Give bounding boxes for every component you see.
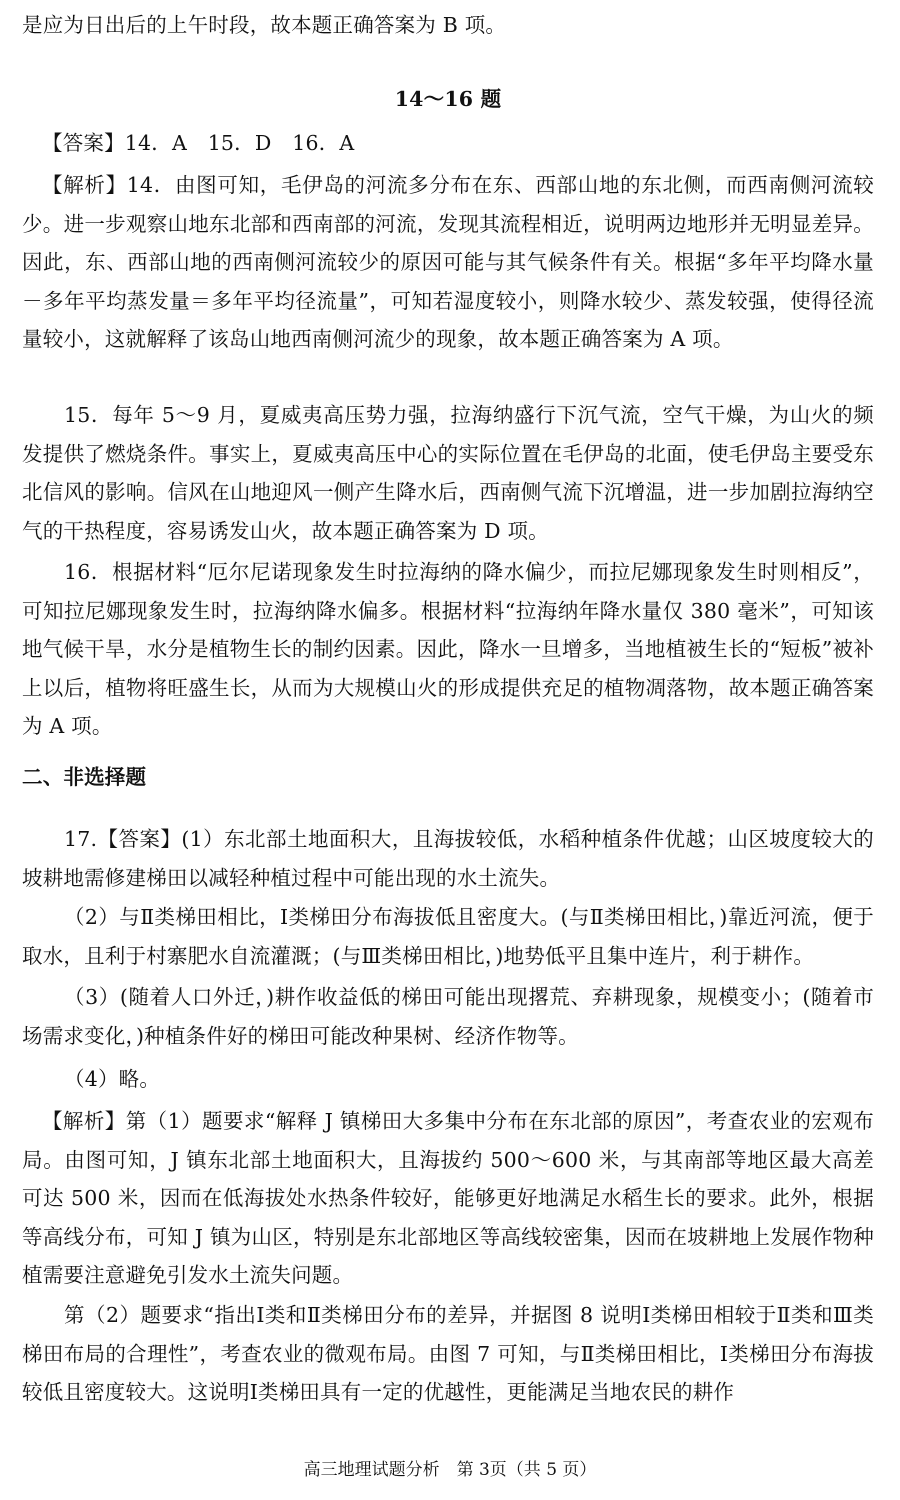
answer-line: 【答案】14．A 15．D 16．A (42, 131, 355, 155)
q17-answer-part-4: （4）略。 (64, 1067, 161, 1091)
section-heading-14-16: 14～16 题 (394, 87, 502, 111)
analysis-q14: 【解析】14．由图可知，毛伊岛的河流多分布在东、西部山地的东北侧，而西南侧河流较少。进一步观察山地东北部和西南部的河流，发现其流程相近，说明两边地形并无明显差异。因此，东、西部山地的西南侧河流较少的原因可能与其气候条件有关。根据“多年平均降水量－多年平均蒸发量＝多年平均径流量”，可知若湿度较小，则降水较少、蒸发较强，使得径流量较小，这就解释了该岛山地西南侧河流少的现象，故本题正确答案为 A 项。 (22, 173, 874, 351)
q17-analysis-part-2: 第（2）题要求“指出Ⅰ类和Ⅱ类梯田分布的差异，并据图 8 说明Ⅰ类梯田相较于Ⅱ类和Ⅲ类梯田布局的合理性”，考查农业的微观布局。由图 7 可知，与Ⅱ类梯田相比，Ⅰ类梯田分布海拔较低且密度较大。这说明Ⅰ类梯田具有一定的优越性，更能满足当地农民的耕作 (22, 1303, 874, 1404)
q17-analysis-part-1: 【解析】第（1）题要求“解释 J 镇梯田大多集中分布在东北部的原因”，考查农业的宏观布局。由图可知，J 镇东北部土地面积大，且海拔约 500～600 米，与其南部等地区最大高差可达 500 米，因而在低海拔处水热条件较好，能够更好地满足水稻生长的要求。此外，根据等高线分布，可知 J 镇为山区，特别是东北部地区等高线较密集，因而在坡耕地上发展作物种植需要注意避免引发水土流失问题。 (22, 1109, 874, 1287)
paragraph-continuation: 是应为日出后的上午时段，故本题正确答案为 B 项。 (22, 13, 507, 37)
analysis-q15: 15．每年 5～9 月，夏威夷高压势力强，拉海纳盛行下沉气流，空气干燥，为山火的频发提供了燃烧条件。事实上，夏威夷高压中心的实际位置在毛伊岛的北面，使毛伊岛主要受东北信风的影响。信风在山地迎风一侧产生降水后，西南侧气流下沉增温，进一步加剧拉海纳空气的干热程度，容易诱发山火，故本题正确答案为 D 项。 (22, 403, 874, 543)
q17-answer-part-1: 17.【答案】(1）东北部土地面积大，且海拔较低，水稻种植条件优越；山区坡度较大的坡耕地需修建梯田以减轻种植过程中可能出现的水土流失。 (22, 827, 874, 890)
q17-answer-part-2: （2）与Ⅱ类梯田相比，Ⅰ类梯田分布海拔低且密度大。(与Ⅱ类梯田相比，)靠近河流，便于取水，且利于村寨肥水自流灌溉；(与Ⅲ类梯田相比，)地势低平且集中连片，利于耕作。 (22, 905, 874, 968)
page-footer: 高三地理试题分析 第 3页（共 5 页） (303, 1460, 597, 1480)
analysis-q16: 16．根据材料“厄尔尼诺现象发生时拉海纳的降水偏少，而拉尼娜现象发生时则相反”，可知拉尼娜现象发生时，拉海纳降水偏多。根据材料“拉海纳年降水量仅 380 毫米”，可知该地气候干旱，水分是植物生长的制约因素。因此，降水一旦增多，当地植被生长的“短板”被补上以后，植物将旺盛生长，从而为大规模山火的形成提供充足的植物凋落物，故本题正确答案为 A 项。 (22, 560, 874, 738)
q17-answer-part-3: （3）(随着人口外迁，)耕作收益低的梯田可能出现撂荒、弃耕现象，规模变小；(随着市场需求变化，)种植条件好的梯田可能改种果树、经济作物等。 (22, 985, 874, 1048)
section-heading-non-choice: 二、非选择题 (22, 765, 147, 789)
